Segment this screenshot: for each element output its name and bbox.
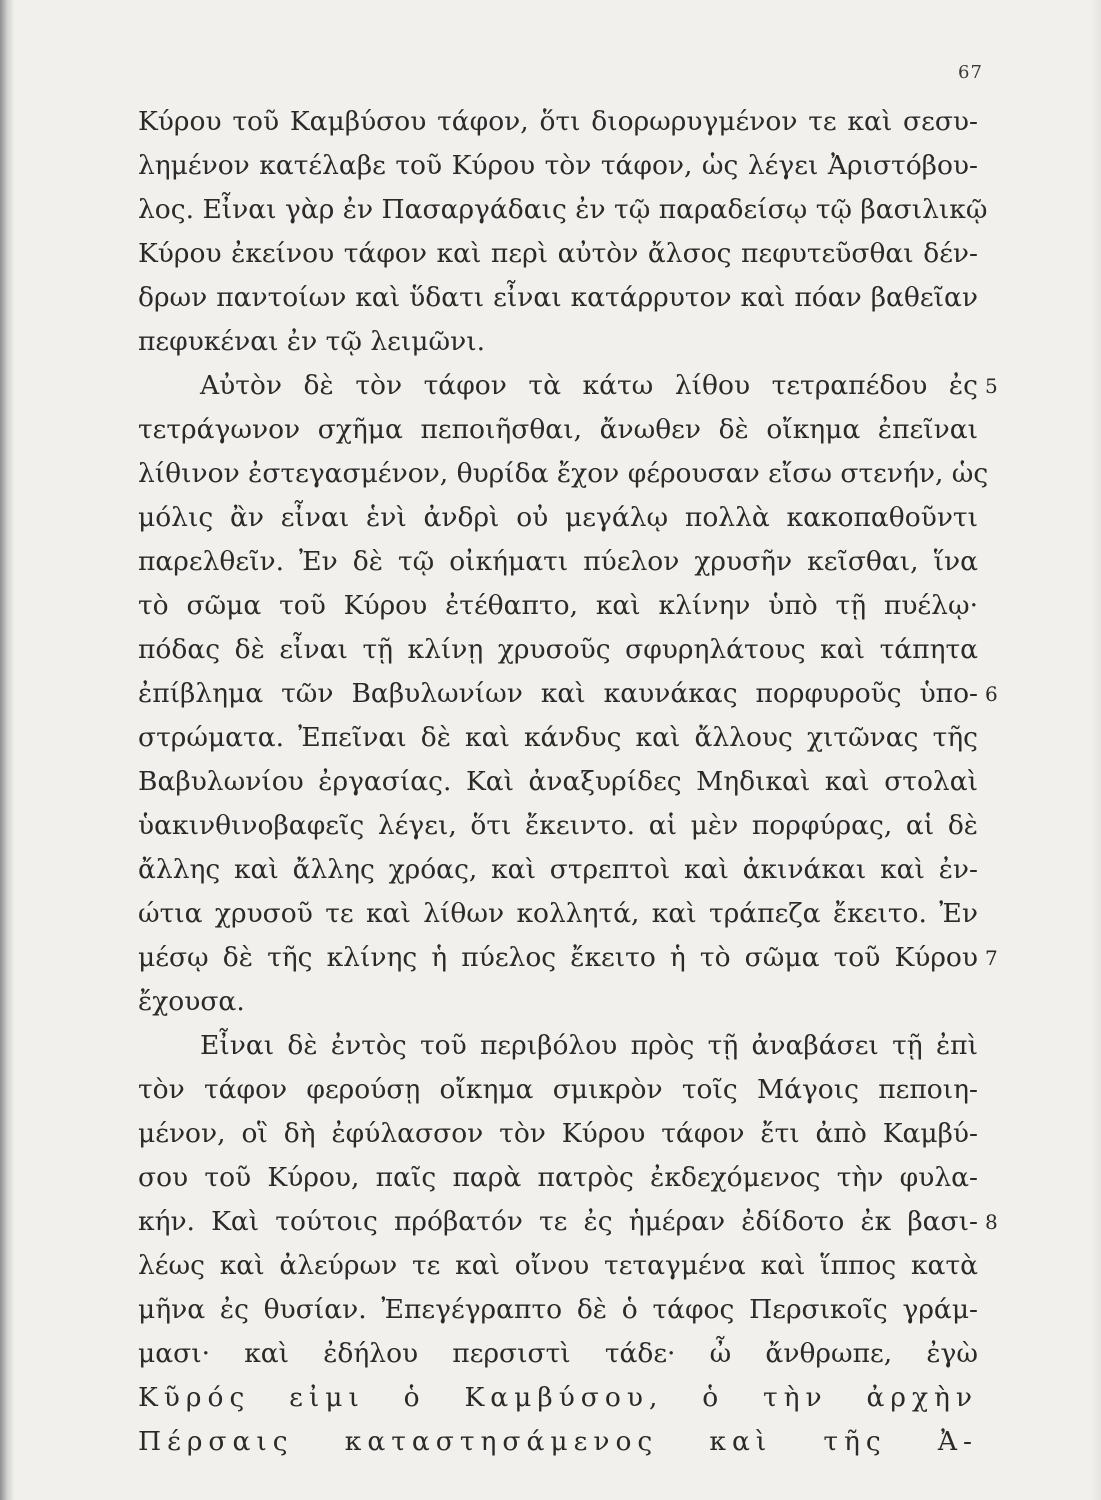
text-line: τετράγωνον σχῆμα πεποιῆσθαι, ἄνωθεν δὲ οἴκημα ἐπεῖναι xyxy=(138,414,978,445)
text-line: Βαβυλωνίου ἐργασίας. Καὶ ἀναξυρίδες Μηδικαὶ καὶ στολαὶ xyxy=(138,766,978,797)
text-line: παρελθεῖν. Ἐν δὲ τῷ οἰκήματι πύελον χρυσῆν κεῖσθαι, ἵνα xyxy=(138,546,978,577)
text-line: Κῦρός εἰμι ὁ Καμβύσου, ὁ τὴν ἀρχὴν xyxy=(138,1382,978,1413)
text-line: Κύρου ἐκείνου τάφον καὶ περὶ αὐτὸν ἄλσος πεφυτεῦσθαι δέν- xyxy=(138,238,978,269)
text-line: μένον, οἳ δὴ ἐφύλασσον τὸν Κύρου τάφον ἔτι ἀπὸ Καμβύ- xyxy=(138,1118,978,1149)
section-number: 6 xyxy=(985,682,998,706)
text-line: μόλις ἂν εἶναι ἑνὶ ἀνδρὶ οὐ μεγάλῳ πολλὰ κακοπαθοῦντι xyxy=(138,502,978,533)
text-line: σου τοῦ Κύρου, παῖς παρὰ πατρὸς ἐκδεχόμενος τὴν φυλα- xyxy=(138,1162,978,1193)
text-line: ἄλλης καὶ ἄλλης χρόας, καὶ στρεπτοὶ καὶ ἀκινάκαι καὶ ἐν- xyxy=(138,854,978,885)
text-line: ἐπίβλημα τῶν Βαβυλωνίων καὶ καυνάκας πορφυροῦς ὑπο- xyxy=(138,678,978,709)
text-line: Εἶναι δὲ ἐντὸς τοῦ περιβόλου πρὸς τῇ ἀναβάσει τῇ ἐπὶ xyxy=(200,1030,978,1061)
text-line: στρώματα. Ἐπεῖναι δὲ καὶ κάνδυς καὶ ἄλλους χιτῶνας τῆς xyxy=(138,722,978,753)
text-line: λος. Εἶναι γὰρ ἐν Πασαργάδαις ἐν τῷ παραδείσῳ τῷ βασιλικῷ xyxy=(138,194,988,225)
text-line: λέως καὶ ἀλεύρων τε καὶ οἴνου τεταγμένα καὶ ἵππος κατὰ xyxy=(138,1250,978,1281)
section-number: 7 xyxy=(985,946,998,970)
text-line: δρων παντοίων καὶ ὕδατι εἶναι κατάρρυτον καὶ πόαν βαθεῖαν xyxy=(138,282,978,313)
text-line: ὑακινθινοβαφεῖς λέγει, ὅτι ἔκειντο. αἱ μὲν πορφύρας, αἱ δὲ xyxy=(138,810,978,841)
text-line: Κύρου τοῦ Καμβύσου τάφον, ὅτι διορωρυγμένον τε καὶ σεσυ- xyxy=(138,106,978,137)
text-line: πόδας δὲ εἶναι τῇ κλίνῃ χρυσοῦς σφυρηλάτους καὶ τάπητα xyxy=(138,634,978,665)
text-line: πεφυκέναι ἐν τῷ λειμῶνι. xyxy=(138,326,486,357)
text-line: Αὐτὸν δὲ τὸν τάφον τὰ κάτω λίθου τετραπέδου ἐς xyxy=(200,370,978,401)
section-number: 8 xyxy=(985,1210,998,1234)
text-line: ἔχουσα. xyxy=(138,986,245,1017)
text-line: τὸν τάφον φερούσῃ οἴκημα σμικρὸν τοῖς Μάγοις πεποιη- xyxy=(138,1074,978,1105)
text-line: μασι· καὶ ἐδήλου περσιστὶ τάδε· ὦ ἄνθρωπε, ἐγὼ xyxy=(138,1338,978,1369)
text-line: μέσῳ δὲ τῆς κλίνης ἡ πύελος ἔκειτο ἡ τὸ σῶμα τοῦ Κύρου xyxy=(138,942,978,973)
text-line: τὸ σῶμα τοῦ Κύρου ἐτέθαπτο, καὶ κλίνην ὑπὸ τῇ πυέλῳ· xyxy=(138,590,978,621)
text-line: κήν. Καὶ τούτοις πρόβατόν τε ἐς ἡμέραν ἐδίδοτο ἐκ βασι- xyxy=(138,1206,978,1237)
text-line: ώτια χρυσοῦ τε καὶ λίθων κολλητά, καὶ τράπεζα ἔκειτο. Ἐν xyxy=(138,898,978,929)
text-line: λημένον κατέλαβε τοῦ Κύρου τὸν τάφον, ὡς λέγει Ἀριστόβου- xyxy=(138,150,978,181)
text-line: Πέρσαις καταστησάμενος καὶ τῆς Ἀ- xyxy=(138,1426,978,1457)
text-line: μῆνα ἐς θυσίαν. Ἐπεγέγραπτο δὲ ὁ τάφος Περσικοῖς γράμ- xyxy=(138,1294,978,1325)
text-line: λίθινον ἐστεγασμένον, θυρίδα ἔχον φέρουσαν εἴσω στενήν, ὡς xyxy=(138,458,989,489)
section-number: 5 xyxy=(985,374,998,398)
page-number: 67 xyxy=(958,62,983,83)
